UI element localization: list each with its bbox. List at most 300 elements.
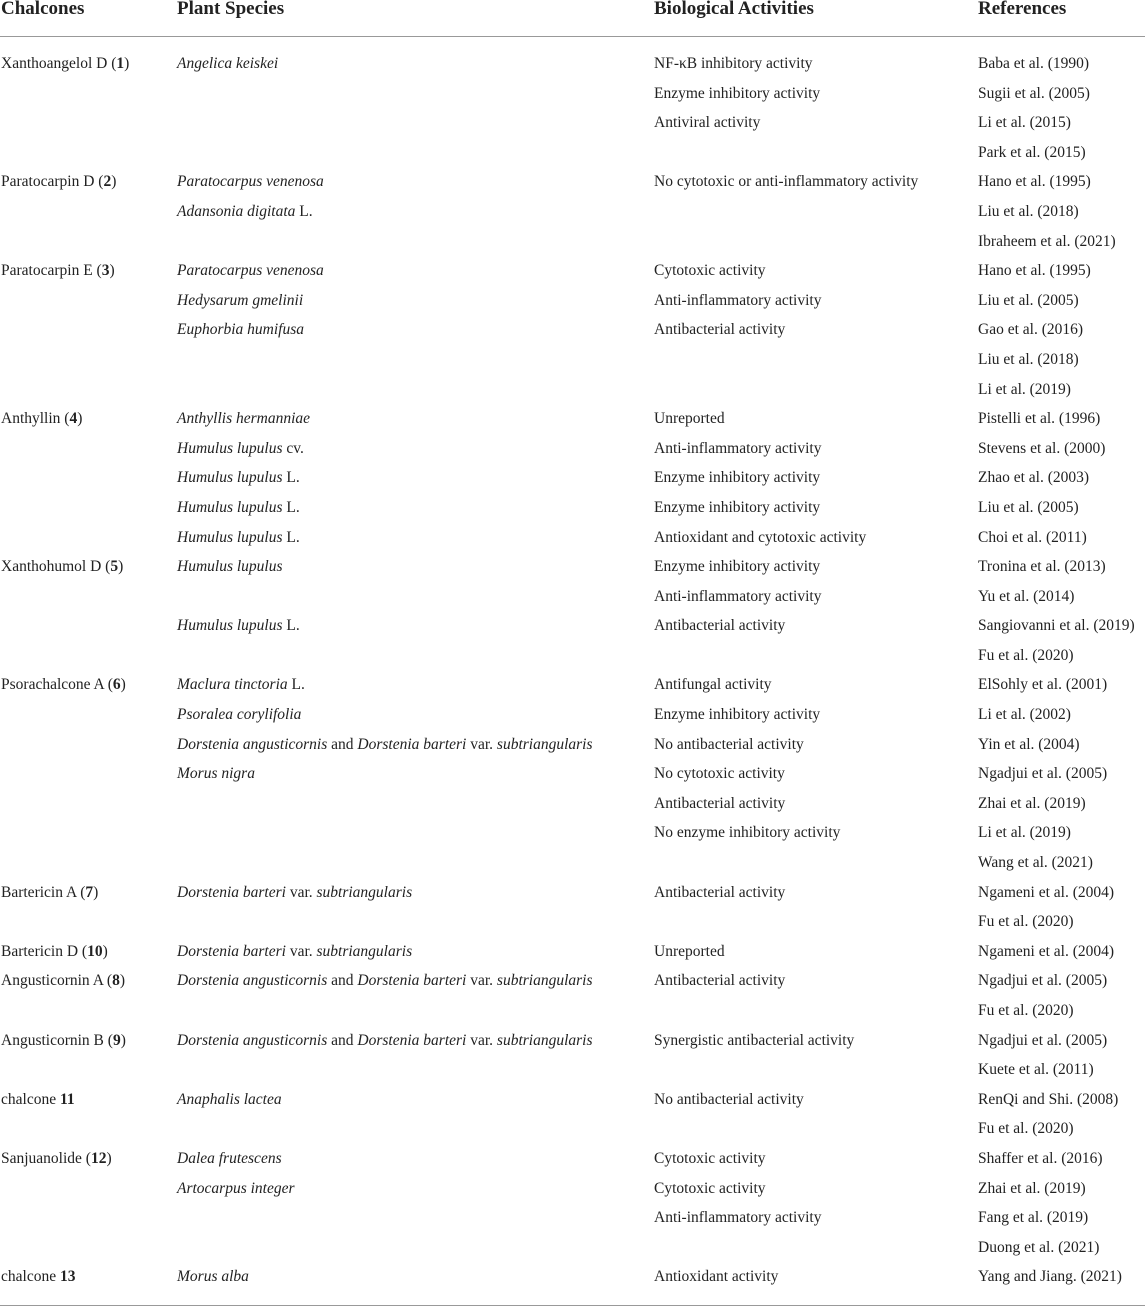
chalcone-cell bbox=[0, 463, 176, 493]
activity-cell bbox=[653, 315, 977, 345]
chalcone-cell bbox=[0, 1026, 176, 1056]
cell-text: Anti-inflammatory activity bbox=[654, 1209, 822, 1227]
reference-cell bbox=[977, 138, 1145, 168]
cell-text: Cytotoxic activity bbox=[654, 1179, 766, 1197]
cell-text: and bbox=[327, 735, 358, 753]
activity-cell bbox=[653, 108, 977, 138]
plant-species-cell bbox=[176, 996, 653, 1026]
activity-cell bbox=[653, 730, 977, 760]
cell-text: 10 bbox=[87, 942, 103, 960]
reference-cell bbox=[977, 878, 1145, 908]
chalcone-cell bbox=[0, 138, 176, 168]
plant-species-cell bbox=[176, 49, 653, 79]
plant-species-cell bbox=[176, 966, 653, 996]
plant-species-cell bbox=[176, 641, 653, 671]
activity-cell bbox=[653, 996, 977, 1026]
cell-text: Euphorbia humifusa bbox=[177, 321, 305, 339]
plant-species-cell bbox=[176, 818, 653, 848]
chalcone-cell bbox=[0, 582, 176, 612]
cell-text: Yang and Jiang. (2021) bbox=[978, 1268, 1122, 1286]
activity-cell bbox=[653, 404, 977, 434]
activity-cell bbox=[653, 818, 977, 848]
cell-text: Liu et al. (2018) bbox=[978, 350, 1079, 368]
chalcone-cell bbox=[0, 641, 176, 671]
plant-species-cell bbox=[176, 79, 653, 109]
cell-text: Zhao et al. (2003) bbox=[978, 469, 1090, 487]
plant-species-cell bbox=[176, 404, 653, 434]
table-row bbox=[0, 1144, 1145, 1174]
cell-text: Cytotoxic activity bbox=[654, 262, 766, 280]
cell-text: Anthyllin ( bbox=[1, 410, 70, 428]
chalcone-cell bbox=[0, 1174, 176, 1204]
plant-species-cell bbox=[176, 1203, 653, 1233]
cell-text: Li et al. (2002) bbox=[978, 706, 1071, 724]
table-row bbox=[0, 1114, 1145, 1144]
reference-cell bbox=[977, 463, 1145, 493]
header-plant-species: Plant Species bbox=[176, 0, 653, 37]
activity-cell bbox=[653, 700, 977, 730]
cell-text: chalcone bbox=[1, 1268, 60, 1286]
cell-text: Anti-inflammatory activity bbox=[654, 291, 822, 309]
plant-species-cell bbox=[176, 167, 653, 197]
cell-text: Tronina et al. (2013) bbox=[978, 558, 1106, 576]
cell-text: Pistelli et al. (1996) bbox=[978, 410, 1101, 428]
plant-species-cell bbox=[176, 670, 653, 700]
cell-text: Humulus lupulus bbox=[177, 558, 283, 576]
plant-species-cell bbox=[176, 434, 653, 464]
plant-species-cell bbox=[176, 700, 653, 730]
cell-text: Humulus lupulus bbox=[177, 528, 283, 546]
cell-text: Antiviral activity bbox=[654, 114, 761, 132]
cell-text: No antibacterial activity bbox=[654, 735, 804, 753]
cell-text: Zhai et al. (2019) bbox=[978, 1179, 1086, 1197]
reference-cell bbox=[977, 848, 1145, 878]
chalcone-cell bbox=[0, 1114, 176, 1144]
cell-text: Ngameni et al. (2004) bbox=[978, 942, 1115, 960]
cell-text: L. bbox=[295, 202, 313, 220]
cell-text: Artocarpus integer bbox=[177, 1179, 295, 1197]
cell-text: Fang et al. (2019) bbox=[978, 1209, 1089, 1227]
activity-cell bbox=[653, 256, 977, 286]
cell-text: Hano et al. (1995) bbox=[978, 262, 1091, 280]
cell-text: Psorachalcone A ( bbox=[1, 676, 113, 694]
cell-text: No cytotoxic or anti-inflammatory activity bbox=[654, 173, 919, 191]
cell-text: var. bbox=[285, 883, 317, 901]
chalcone-cell bbox=[0, 375, 176, 405]
activity-cell bbox=[653, 493, 977, 523]
cell-text: Humulus lupulus bbox=[177, 469, 283, 487]
cell-text: Anaphalis lactea bbox=[177, 1090, 282, 1108]
cell-text: 9 bbox=[112, 1031, 121, 1049]
activity-cell bbox=[653, 641, 977, 671]
cell-text: ) bbox=[102, 942, 108, 960]
cell-text: Li et al. (2019) bbox=[978, 380, 1071, 398]
cell-text: Enzyme inhibitory activity bbox=[654, 706, 821, 724]
cell-text: var. bbox=[466, 735, 497, 753]
activity-cell bbox=[653, 670, 977, 700]
chalcone-cell bbox=[0, 493, 176, 523]
plant-species-cell bbox=[176, 848, 653, 878]
table-row bbox=[0, 1203, 1145, 1233]
cell-text: L. bbox=[282, 528, 300, 546]
table-row bbox=[0, 907, 1145, 937]
reference-cell bbox=[977, 700, 1145, 730]
activity-cell bbox=[653, 552, 977, 582]
reference-cell bbox=[977, 286, 1145, 316]
chalcone-cell bbox=[0, 937, 176, 967]
cell-text: Park et al. (2015) bbox=[978, 143, 1086, 161]
activity-cell bbox=[653, 611, 977, 641]
plant-species-cell bbox=[176, 463, 653, 493]
cell-text: Hano et al. (1995) bbox=[978, 173, 1091, 191]
cell-text: Antifungal activity bbox=[654, 676, 772, 694]
cell-text: Paratocarpus venenosa bbox=[177, 262, 324, 280]
plant-species-cell bbox=[176, 345, 653, 375]
cell-text: var. bbox=[466, 1031, 497, 1049]
cell-text: Dorstenia angusticornis bbox=[177, 972, 328, 990]
activity-cell bbox=[653, 375, 977, 405]
reference-cell bbox=[977, 1174, 1145, 1204]
table-header bbox=[0, 0, 1145, 37]
activity-cell bbox=[653, 434, 977, 464]
table-row bbox=[0, 611, 1145, 641]
plant-species-cell bbox=[176, 1144, 653, 1174]
plant-species-cell bbox=[176, 108, 653, 138]
cell-text: Antibacterial activity bbox=[654, 883, 786, 901]
table-row bbox=[0, 227, 1145, 257]
cell-text: ) bbox=[119, 972, 126, 990]
plant-species-cell bbox=[176, 878, 653, 908]
bottom-rule-cell bbox=[176, 1292, 653, 1306]
cell-text: Cytotoxic activity bbox=[654, 1149, 766, 1167]
cell-text: ) bbox=[111, 173, 117, 191]
activity-cell bbox=[653, 878, 977, 908]
bottom-rule-cell bbox=[653, 1292, 977, 1306]
table-row bbox=[0, 937, 1145, 967]
plant-species-cell bbox=[176, 1085, 653, 1115]
reference-cell bbox=[977, 345, 1145, 375]
plant-species-cell bbox=[176, 138, 653, 168]
cell-text: Humulus lupulus bbox=[177, 439, 283, 457]
activity-cell bbox=[653, 1114, 977, 1144]
activity-cell bbox=[653, 227, 977, 257]
cell-text: 8 bbox=[112, 972, 120, 990]
chalcone-cell bbox=[0, 878, 176, 908]
activity-cell bbox=[653, 49, 977, 79]
activity-cell bbox=[653, 167, 977, 197]
cell-text: 3 bbox=[101, 262, 110, 280]
table-row bbox=[0, 434, 1145, 464]
table-row bbox=[0, 700, 1145, 730]
plant-species-cell bbox=[176, 730, 653, 760]
table-row bbox=[0, 197, 1145, 227]
chalcone-cell bbox=[0, 907, 176, 937]
activity-cell bbox=[653, 1233, 977, 1263]
cell-text: var. bbox=[285, 942, 317, 960]
chalcone-cell bbox=[0, 1055, 176, 1085]
table-row bbox=[0, 79, 1145, 109]
chalcone-cell bbox=[0, 1262, 176, 1292]
table-row bbox=[0, 463, 1145, 493]
reference-cell bbox=[977, 375, 1145, 405]
table-row bbox=[0, 493, 1145, 523]
cell-text: Shaffer et al. (2016) bbox=[978, 1149, 1103, 1167]
cell-text: 7 bbox=[85, 883, 94, 901]
table-row bbox=[0, 108, 1145, 138]
activity-cell bbox=[653, 789, 977, 819]
activity-cell bbox=[653, 582, 977, 612]
table-row bbox=[0, 848, 1145, 878]
cell-text: ) bbox=[109, 262, 115, 280]
cell-text: L. bbox=[282, 469, 300, 487]
reference-cell bbox=[977, 227, 1145, 257]
activity-cell bbox=[653, 966, 977, 996]
reference-cell bbox=[977, 1144, 1145, 1174]
chalcone-cell bbox=[0, 1144, 176, 1174]
table-row bbox=[0, 1055, 1145, 1085]
chalcone-cell bbox=[0, 167, 176, 197]
cell-text: Enzyme inhibitory activity bbox=[654, 558, 821, 576]
table-row bbox=[0, 996, 1145, 1026]
cell-text: 12 bbox=[90, 1149, 107, 1167]
cell-text: 5 bbox=[110, 558, 119, 576]
cell-text: Bartericin A ( bbox=[1, 883, 86, 901]
reference-cell bbox=[977, 552, 1145, 582]
plant-species-cell bbox=[176, 582, 653, 612]
table-row bbox=[0, 286, 1145, 316]
cell-text: Antibacterial activity bbox=[654, 617, 786, 635]
reference-cell bbox=[977, 907, 1145, 937]
cell-text: Li et al. (2019) bbox=[978, 824, 1071, 842]
chalcone-cell bbox=[0, 700, 176, 730]
activity-cell bbox=[653, 1262, 977, 1292]
reference-cell bbox=[977, 1055, 1145, 1085]
table-row bbox=[0, 345, 1145, 375]
reference-cell bbox=[977, 1026, 1145, 1056]
reference-cell bbox=[977, 611, 1145, 641]
cell-text: and bbox=[327, 972, 358, 990]
table-row bbox=[0, 1026, 1145, 1056]
reference-cell bbox=[977, 789, 1145, 819]
cell-text: Xanthoangelol D ( bbox=[1, 55, 117, 72]
cell-text: 6 bbox=[112, 676, 121, 694]
cell-text: Sugii et al. (2005) bbox=[978, 84, 1090, 102]
cell-text: Unreported bbox=[654, 942, 725, 960]
cell-text: Dorstenia barteri bbox=[357, 972, 467, 990]
plant-species-cell bbox=[176, 907, 653, 937]
activity-cell bbox=[653, 79, 977, 109]
plant-species-cell bbox=[176, 937, 653, 967]
chalcone-cell bbox=[0, 345, 176, 375]
cell-text: No cytotoxic activity bbox=[654, 765, 785, 783]
table-row bbox=[0, 1233, 1145, 1263]
cell-text: 13 bbox=[59, 1268, 76, 1286]
cell-text: Paratocarpin E ( bbox=[1, 262, 102, 280]
activity-cell bbox=[653, 907, 977, 937]
cell-text: RenQi and Shi. (2008) bbox=[978, 1090, 1119, 1108]
activity-cell bbox=[653, 937, 977, 967]
cell-text: Paratocarpin D ( bbox=[1, 173, 104, 191]
chalcone-cell bbox=[0, 404, 176, 434]
cell-text: Anthyllis hermanniae bbox=[177, 410, 311, 428]
table-row bbox=[0, 582, 1145, 612]
cell-text: Liu et al. (2018) bbox=[978, 202, 1079, 220]
activity-cell bbox=[653, 1055, 977, 1085]
plant-species-cell bbox=[176, 375, 653, 405]
reference-cell bbox=[977, 641, 1145, 671]
cell-text: subtriangularis bbox=[316, 942, 413, 960]
reference-cell bbox=[977, 404, 1145, 434]
plant-species-cell bbox=[176, 789, 653, 819]
reference-cell bbox=[977, 966, 1145, 996]
table-row bbox=[0, 818, 1145, 848]
cell-text: subtriangularis bbox=[496, 735, 593, 753]
table-bottom-rule bbox=[0, 1292, 1145, 1306]
table-row bbox=[0, 375, 1145, 405]
table-row bbox=[0, 138, 1145, 168]
header-row bbox=[0, 0, 1145, 37]
table-row bbox=[0, 315, 1145, 345]
table-row bbox=[0, 789, 1145, 819]
chalcone-cell bbox=[0, 670, 176, 700]
cell-text: No antibacterial activity bbox=[654, 1090, 804, 1108]
cell-text: Humulus lupulus bbox=[177, 498, 283, 516]
cell-text: Dorstenia angusticornis bbox=[177, 1031, 328, 1049]
cell-text: Psoralea corylifolia bbox=[177, 706, 302, 724]
chalcone-cell bbox=[0, 818, 176, 848]
table-body bbox=[0, 37, 1145, 1306]
cell-text: Zhai et al. (2019) bbox=[978, 794, 1086, 812]
reference-cell bbox=[977, 167, 1145, 197]
cell-text: Baba et al. (1990) bbox=[978, 55, 1090, 72]
cell-text: Yu et al. (2014) bbox=[978, 587, 1075, 605]
chalcone-cell bbox=[0, 197, 176, 227]
cell-text: Fu et al. (2020) bbox=[978, 1120, 1074, 1138]
reference-cell bbox=[977, 818, 1145, 848]
cell-text: Kuete et al. (2011) bbox=[978, 1061, 1094, 1079]
bottom-rule-cell bbox=[977, 1292, 1145, 1306]
header-references: References bbox=[977, 0, 1145, 37]
reference-cell bbox=[977, 1203, 1145, 1233]
cell-text: and bbox=[327, 1031, 358, 1049]
activity-cell bbox=[653, 286, 977, 316]
table-row bbox=[0, 404, 1145, 434]
table-row bbox=[0, 759, 1145, 789]
table-row bbox=[0, 670, 1145, 700]
activity-cell bbox=[653, 345, 977, 375]
activity-cell bbox=[653, 1144, 977, 1174]
cell-text: Dorstenia barteri bbox=[357, 1031, 467, 1049]
cell-text: ) bbox=[118, 558, 124, 576]
activity-cell bbox=[653, 1203, 977, 1233]
cell-text: Unreported bbox=[654, 410, 725, 428]
cell-text: Antioxidant and cytotoxic activity bbox=[654, 528, 867, 546]
table-row bbox=[0, 167, 1145, 197]
chalcone-cell bbox=[0, 49, 176, 79]
plant-species-cell bbox=[176, 1026, 653, 1056]
cell-text: subtriangularis bbox=[496, 1031, 593, 1049]
cell-text: Antibacterial activity bbox=[654, 972, 786, 990]
cell-text: L. bbox=[282, 498, 300, 516]
cell-text: Wang et al. (2021) bbox=[978, 854, 1093, 872]
cell-text: Fu et al. (2020) bbox=[978, 913, 1074, 931]
activity-cell bbox=[653, 197, 977, 227]
cell-text: ) bbox=[93, 883, 99, 901]
chalcone-cell bbox=[0, 966, 176, 996]
cell-text: Fu et al. (2020) bbox=[978, 646, 1074, 664]
cell-text: L. bbox=[287, 676, 305, 694]
cell-text: Choi et al. (2011) bbox=[978, 528, 1087, 546]
cell-text: Stevens et al. (2000) bbox=[978, 439, 1106, 457]
cell-text: 11 bbox=[59, 1090, 75, 1108]
table-row bbox=[0, 523, 1145, 553]
cell-text: 4 bbox=[69, 410, 78, 428]
table-row bbox=[0, 730, 1145, 760]
cell-text: Dorstenia angusticornis bbox=[177, 735, 328, 753]
plant-species-cell bbox=[176, 611, 653, 641]
reference-cell bbox=[977, 523, 1145, 553]
cell-text: 2 bbox=[103, 173, 112, 191]
cell-text: Anti-inflammatory activity bbox=[654, 439, 822, 457]
cell-text: Liu et al. (2005) bbox=[978, 291, 1079, 309]
cell-text: subtriangularis bbox=[316, 883, 413, 901]
cell-text: Antibacterial activity bbox=[654, 794, 786, 812]
chalcone-cell bbox=[0, 611, 176, 641]
cell-text: Enzyme inhibitory activity bbox=[654, 469, 821, 487]
chalcone-cell bbox=[0, 1203, 176, 1233]
cell-text: Bartericin D ( bbox=[1, 942, 88, 960]
plant-species-cell bbox=[176, 1174, 653, 1204]
chalcone-cell bbox=[0, 1233, 176, 1263]
cell-text: Dorstenia barteri bbox=[177, 883, 286, 901]
cell-text: Ibraheem et al. (2021) bbox=[978, 232, 1116, 250]
cell-text: Xanthohumol D ( bbox=[1, 558, 111, 576]
cell-text: No enzyme inhibitory activity bbox=[654, 824, 841, 842]
plant-species-cell bbox=[176, 1262, 653, 1292]
chalcone-cell bbox=[0, 730, 176, 760]
reference-cell bbox=[977, 582, 1145, 612]
cell-text: var. bbox=[466, 972, 497, 990]
cell-text: Duong et al. (2021) bbox=[978, 1238, 1100, 1256]
cell-text: cv. bbox=[282, 439, 304, 457]
cell-text: Angelica keiskei bbox=[177, 55, 279, 72]
cell-text: Dalea frutescens bbox=[177, 1149, 282, 1167]
table-row bbox=[0, 1174, 1145, 1204]
header-biological-activities: Biological Activities bbox=[653, 0, 977, 37]
chalcone-cell bbox=[0, 523, 176, 553]
plant-species-cell bbox=[176, 315, 653, 345]
cell-text: ) bbox=[106, 1149, 112, 1167]
reference-cell bbox=[977, 730, 1145, 760]
activity-cell bbox=[653, 759, 977, 789]
table-row bbox=[0, 878, 1145, 908]
reference-cell bbox=[977, 670, 1145, 700]
plant-species-cell bbox=[176, 197, 653, 227]
reference-cell bbox=[977, 79, 1145, 109]
chalcone-cell bbox=[0, 996, 176, 1026]
reference-cell bbox=[977, 759, 1145, 789]
plant-species-cell bbox=[176, 256, 653, 286]
cell-text: Morus alba bbox=[177, 1268, 249, 1286]
cell-text: Adansonia digitata bbox=[177, 202, 296, 220]
cell-text: ) bbox=[77, 410, 83, 428]
cell-text: Gao et al. (2016) bbox=[978, 321, 1084, 339]
cell-text: Ngadjui et al. (2005) bbox=[978, 1031, 1108, 1049]
chalcone-cell bbox=[0, 256, 176, 286]
reference-cell bbox=[977, 996, 1145, 1026]
reference-cell bbox=[977, 197, 1145, 227]
chalcone-cell bbox=[0, 227, 176, 257]
